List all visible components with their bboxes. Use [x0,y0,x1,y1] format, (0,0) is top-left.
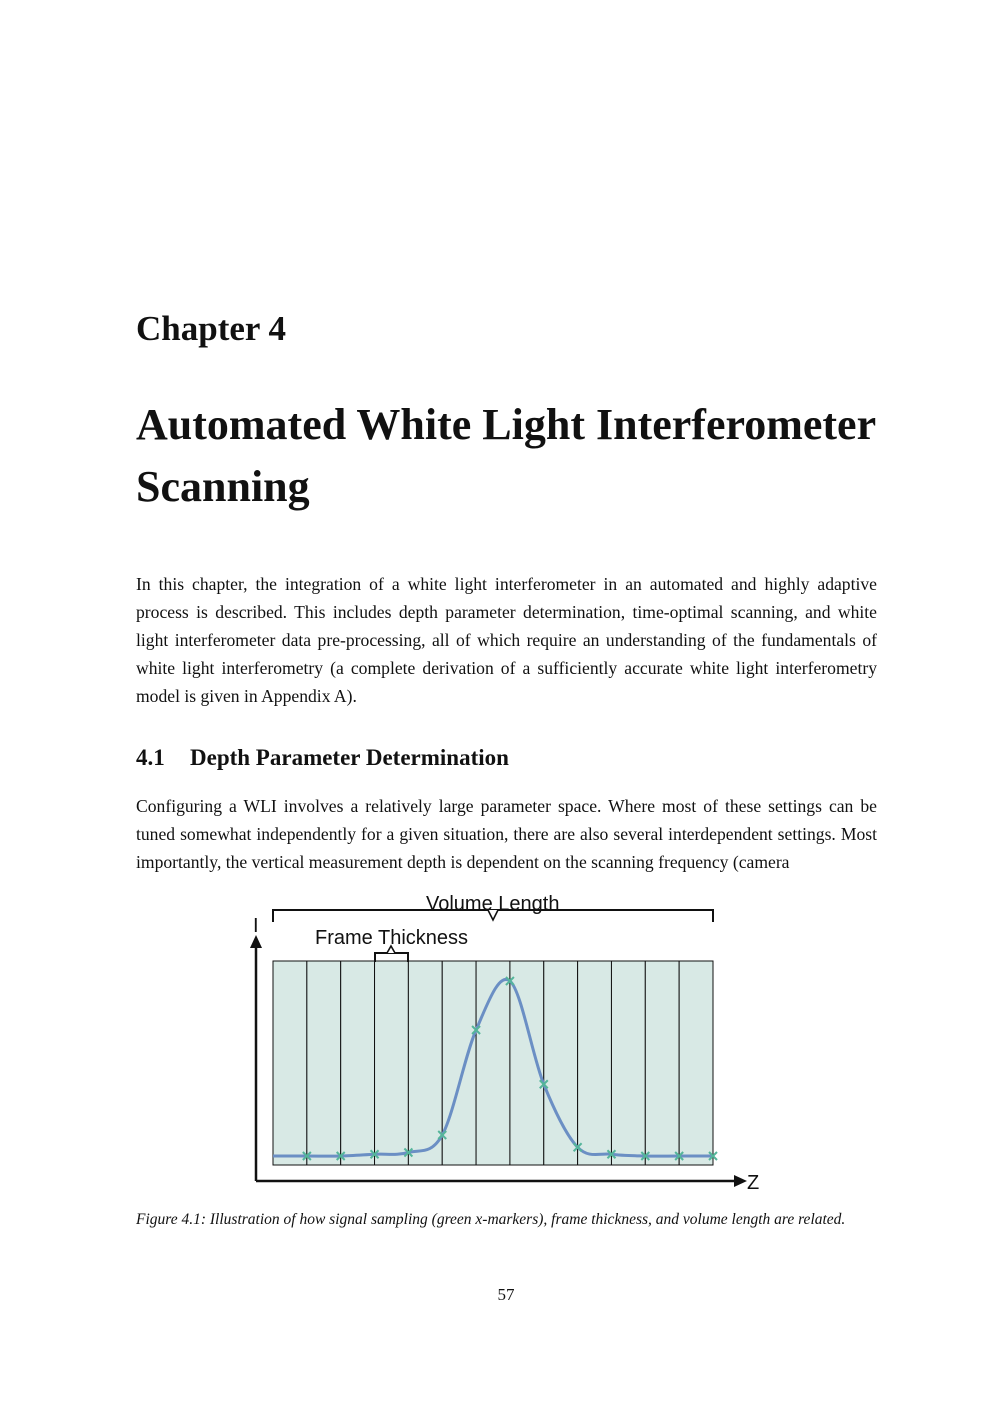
frame-column [273,961,307,1165]
page-number: 57 [497,1285,515,1304]
intro-paragraph: In this chapter, the integration of a white light interferometer in an automated and highly adaptive process is described. This includes depth parameter determination, time-optimal scanning, and white light interferometer data pre-processing, all of which require an understanding of the fundamentals of white light interferometry (a complete derivation of a sufficiently accurate white light interferometry model is given in Appendix A). [136,574,877,706]
frame-column [341,961,375,1165]
figure-caption: Figure 4.1: Illustration of how signal sampling (green x-markers), frame thickness, and volume length are related. [136,1211,846,1228]
section-paragraph: Configuring a WLI involves a relatively large parameter space. Where most of these settings can be tuned somewhat independently for a given situation, there are also several interdependent settings. Most importantly, the vertical measurement depth is dependent on the scanning frequency (camera [136,796,877,872]
figure-sampling-illustration [240,880,780,1200]
frame-column [578,961,612,1165]
frame-column [442,961,476,1165]
frame-thickness-label: Frame Thickness [315,927,469,949]
frame-column [611,961,645,1165]
chapter-title: Automated White Light Interferometer Scanning [136,400,876,511]
section-heading [136,742,509,774]
chapter-label: Chapter 4 [136,309,287,348]
frame-column [307,961,341,1165]
y-axis-label: I [253,915,259,937]
frame-column [645,961,679,1165]
frame-column [679,961,713,1165]
frame-column [544,961,578,1165]
figure-canvas [240,880,780,1200]
x-axis-arrowhead [734,1175,747,1187]
volume-length-label: Volume Length [426,893,560,915]
section-number: 4.1 [136,745,165,770]
frame-column [375,961,409,1165]
x-axis-label: Z [747,1172,760,1194]
frame-column [408,961,442,1165]
section-title: Depth Parameter Determination [190,745,509,770]
